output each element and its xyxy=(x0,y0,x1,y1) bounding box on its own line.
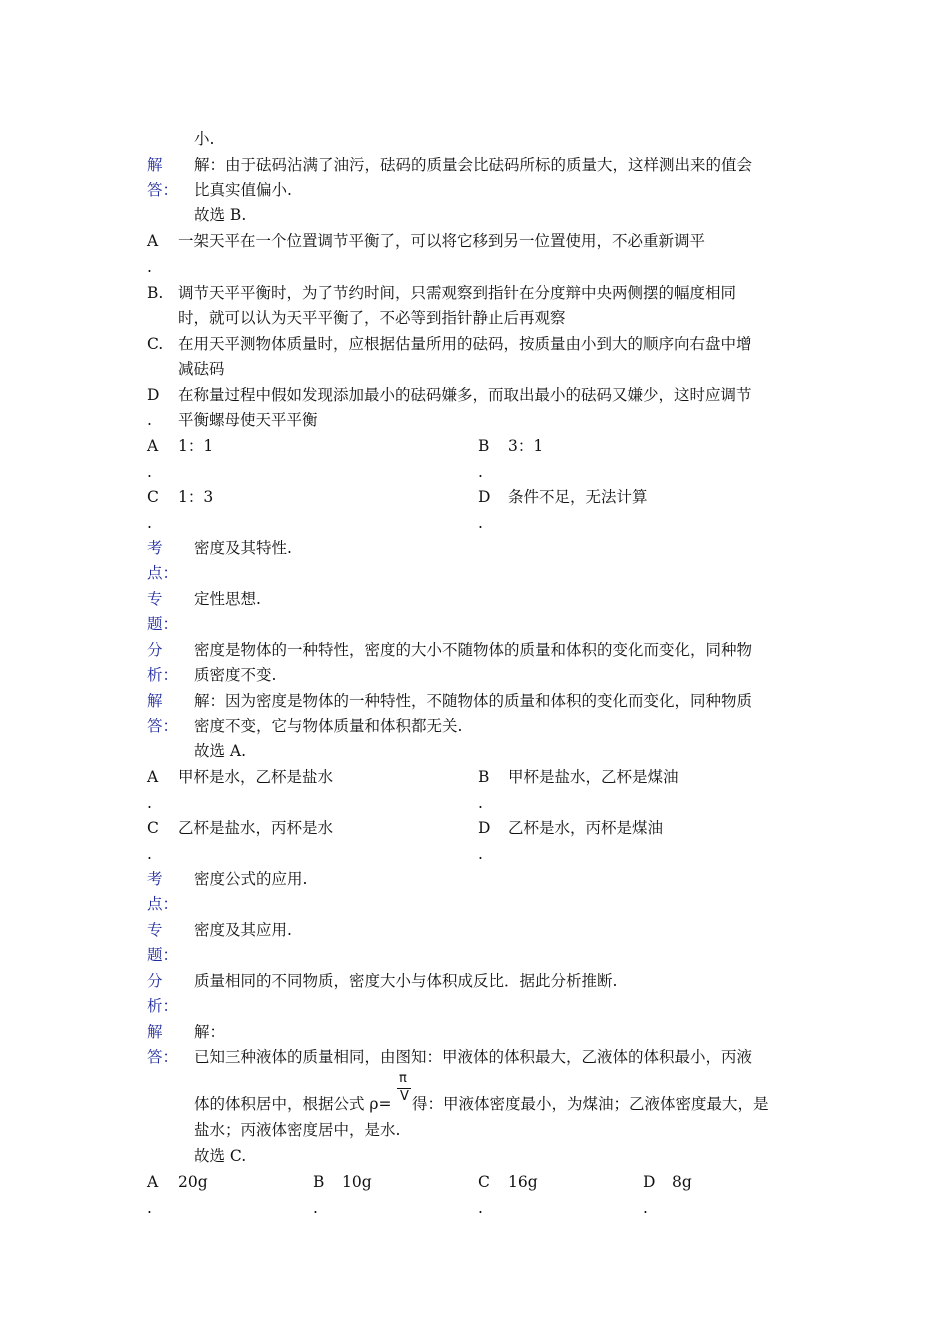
option-letter-a: A xyxy=(147,768,159,786)
kaodian-label: 点： xyxy=(147,895,179,913)
answer-label-bottom: 答： xyxy=(147,1048,179,1066)
option-letter-b: B. xyxy=(147,284,164,302)
kaodian-text: 密度公式的应用. xyxy=(194,870,308,888)
option-dot: . xyxy=(147,1199,152,1217)
option-dot: . xyxy=(147,411,152,429)
option-dot: . xyxy=(478,794,483,812)
fenxi-label: 分 xyxy=(147,641,163,659)
answer-label-bottom: 答： xyxy=(147,181,179,199)
fenxi-text: 密度是物体的一种特性，密度的大小不随物体的质量和体积的变化而变化，同种物 xyxy=(194,641,753,659)
option-letter-c: C xyxy=(147,488,159,506)
fraction-denominator: V xyxy=(400,1089,409,1104)
fenxi-text: 质密度不变. xyxy=(194,666,277,684)
option-letter-c: C. xyxy=(147,335,164,353)
answer-label-top: 解 xyxy=(147,692,163,710)
answer-line: 比真实值偏小. xyxy=(194,181,292,199)
option-dot: . xyxy=(478,463,483,481)
option-letter-c: C xyxy=(147,819,159,837)
option-text: 3：1 xyxy=(508,437,544,455)
option-text: 8g xyxy=(672,1173,692,1191)
answer-choice: 故选 B. xyxy=(194,206,247,224)
option-dot: . xyxy=(147,794,152,812)
answer-line: 盐水；丙液体密度居中，是水. xyxy=(194,1121,401,1139)
fenxi-label: 分 xyxy=(147,972,163,990)
answer-line: 解：因为密度是物体的一种特性，不随物体的质量和体积的变化而变化，同种物质 xyxy=(194,692,753,710)
option-dot: . xyxy=(643,1199,648,1217)
answer-line: 解： xyxy=(194,1023,226,1041)
option-text: 乙杯是水，丙杯是煤油 xyxy=(508,819,664,837)
answer-label-top: 解 xyxy=(147,156,163,174)
option-dot: . xyxy=(313,1199,318,1217)
kaodian-label: 考 xyxy=(147,539,163,557)
option-text: 20g xyxy=(178,1173,208,1191)
answer-choice: 故选 C. xyxy=(194,1147,247,1165)
option-text: 减砝码 xyxy=(178,360,225,378)
zhuanti-text: 定性思想. xyxy=(194,590,261,608)
answer-label-bottom: 答： xyxy=(147,717,179,735)
option-dot: . xyxy=(478,1199,483,1217)
option-text: 10g xyxy=(342,1173,372,1191)
option-text: 在用天平测物体质量时，应根据估量所用的砝码，按质量由小到大的顺序向右盘中增 xyxy=(178,335,752,353)
option-letter-a: A xyxy=(147,437,159,455)
kaodian-label: 点： xyxy=(147,564,179,582)
answer-line: 密度不变，它与物体质量和体积都无关. xyxy=(194,717,463,735)
option-text: 平衡螺母使天平平衡 xyxy=(178,411,318,429)
option-text: 1：3 xyxy=(178,488,214,506)
option-text: 在称量过程中假如发现添加最小的砝码嫌多，而取出最小的砝码又嫌少，这时应调节 xyxy=(178,386,752,404)
option-dot: . xyxy=(147,514,152,532)
option-letter-b: B xyxy=(478,437,490,455)
fraction-numerator: π xyxy=(399,1071,407,1086)
option-letter-d: D xyxy=(478,819,491,837)
option-text: 条件不足，无法计算 xyxy=(508,488,648,506)
zhuanti-label: 题： xyxy=(147,946,179,964)
answer-line-formula-pre: 体的体积居中，根据公式 ρ= xyxy=(194,1095,392,1113)
option-dot: . xyxy=(147,463,152,481)
answer-line-formula-post: 得：甲液体密度最小，为煤油；乙液体密度最大，是 xyxy=(412,1095,769,1113)
option-text: 一架天平在一个位置调节平衡了，可以将它移到另一位置使用，不必重新调平 xyxy=(178,232,706,250)
option-letter-c: C xyxy=(478,1173,490,1191)
option-letter-a: A xyxy=(147,232,159,250)
zhuanti-label: 专 xyxy=(147,921,163,939)
answer-choice: 故选 A. xyxy=(194,742,247,760)
option-letter-b: B xyxy=(478,768,490,786)
continued-text: 小. xyxy=(194,130,215,148)
zhuanti-label: 专 xyxy=(147,590,163,608)
option-text: 甲杯是盐水，乙杯是煤油 xyxy=(508,768,679,786)
kaodian-text: 密度及其特性. xyxy=(194,539,292,557)
answer-label-top: 解 xyxy=(147,1023,163,1041)
option-text: 16g xyxy=(508,1173,538,1191)
option-letter-d: D xyxy=(478,488,491,506)
fenxi-text: 质量相同的不同物质，密度大小与体积成反比．据此分析推断. xyxy=(194,972,618,990)
fenxi-label: 析： xyxy=(147,997,179,1015)
option-text: 时，就可以认为天平平衡了，不必等到指针静止后再观察 xyxy=(178,309,566,327)
option-text: 1：1 xyxy=(178,437,214,455)
zhuanti-label: 题： xyxy=(147,615,179,633)
option-text: 调节天平平衡时，为了节约时间，只需观察到指针在分度辩中央两侧摆的幅度相同 xyxy=(178,284,737,302)
option-dot: . xyxy=(478,845,483,863)
option-text: 乙杯是盐水，丙杯是水 xyxy=(178,819,334,837)
option-letter-d: D xyxy=(643,1173,656,1191)
option-letter-d: D xyxy=(147,386,160,404)
option-dot: . xyxy=(147,845,152,863)
answer-line: 解：由于砝码沾满了油污，砝码的质量会比砝码所标的质量大，这样测出来的值会 xyxy=(194,156,753,174)
zhuanti-text: 密度及其应用. xyxy=(194,921,292,939)
fenxi-label: 析： xyxy=(147,666,179,684)
option-text: 甲杯是水，乙杯是盐水 xyxy=(178,768,334,786)
option-dot: . xyxy=(478,514,483,532)
option-dot: . xyxy=(147,258,152,276)
option-letter-b: B xyxy=(313,1173,325,1191)
answer-line: 已知三种液体的质量相同，由图知：甲液体的体积最大，乙液体的体积最小，丙液 xyxy=(194,1048,753,1066)
kaodian-label: 考 xyxy=(147,870,163,888)
option-letter-a: A xyxy=(147,1173,159,1191)
